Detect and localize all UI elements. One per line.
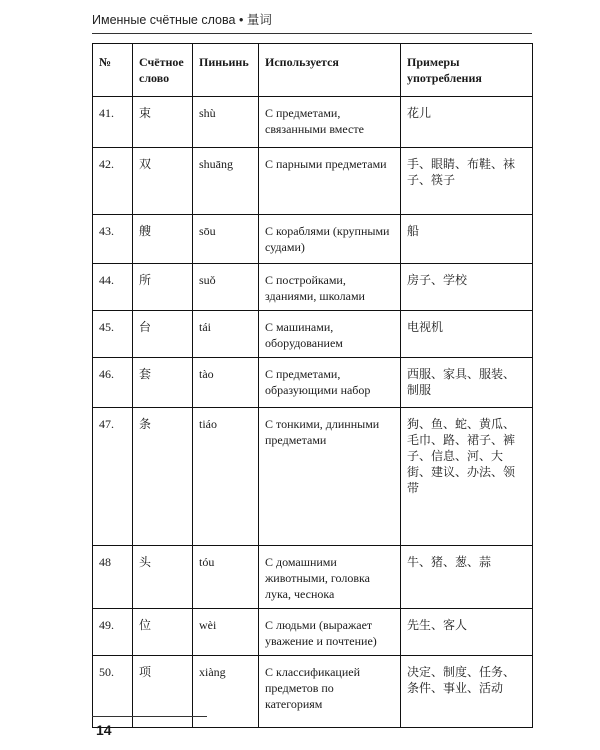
measure-word: 位 — [133, 609, 193, 656]
usage: С предметами, связанными вместе — [259, 97, 401, 148]
measure-word: 双 — [133, 148, 193, 215]
column-header-number: № — [93, 44, 133, 97]
row-number: 46. — [93, 358, 133, 408]
row-number: 43. — [93, 215, 133, 264]
usage: С домашними животными, головка лука, чеснока — [259, 546, 401, 609]
usage: С тонкими, длинными предметами — [259, 408, 401, 546]
examples: 花儿 — [401, 97, 533, 148]
usage: С кораблями (крупными судами) — [259, 215, 401, 264]
header-rule — [92, 33, 532, 34]
measure-word: 所 — [133, 264, 193, 311]
column-header-usage: Используется — [259, 44, 401, 97]
pinyin: sōu — [193, 215, 259, 264]
header-title: Именные счётные слова — [92, 13, 236, 27]
measure-word: 头 — [133, 546, 193, 609]
examples: 决定、制度、任务、条件、事业、活动 — [401, 656, 533, 728]
table-row — [93, 311, 533, 358]
table-row — [93, 546, 533, 609]
row-number: 42. — [93, 148, 133, 215]
pinyin: shù — [193, 97, 259, 148]
header-bullet: • — [238, 13, 244, 27]
pinyin: wèi — [193, 609, 259, 656]
table-header-row — [93, 44, 533, 97]
examples: 狗、鱼、蛇、黄瓜、毛巾、路、裙子、裤子、信息、河、大街、建议、办法、领带 — [401, 408, 533, 546]
measure-word: 条 — [133, 408, 193, 546]
measure-word: 套 — [133, 358, 193, 408]
usage: С парными предметами — [259, 148, 401, 215]
column-header-measure-word: Счётное слово — [133, 44, 193, 97]
usage: С машинами, оборудованием — [259, 311, 401, 358]
pinyin: tiáo — [193, 408, 259, 546]
pinyin: tái — [193, 311, 259, 358]
pinyin: shuāng — [193, 148, 259, 215]
usage: С предметами, образующими набор — [259, 358, 401, 408]
row-number: 44. — [93, 264, 133, 311]
table-row — [93, 264, 533, 311]
measure-word: 艘 — [133, 215, 193, 264]
usage: С классификацией предметов по категориям — [259, 656, 401, 728]
table-row — [93, 97, 533, 148]
row-number: 41. — [93, 97, 133, 148]
table-row — [93, 609, 533, 656]
table-row — [93, 215, 533, 264]
page-number: 14 — [96, 722, 112, 738]
table-row — [93, 358, 533, 408]
examples: 先生、客人 — [401, 609, 533, 656]
column-header-pinyin: Пиньинь — [193, 44, 259, 97]
row-number: 47. — [93, 408, 133, 546]
examples: 牛、猪、葱、蒜 — [401, 546, 533, 609]
row-number: 50. — [93, 656, 133, 728]
column-header-examples: Примеры употребления — [401, 44, 533, 97]
pinyin: suǒ — [193, 264, 259, 311]
examples: 手、眼睛、布鞋、袜子、筷子 — [401, 148, 533, 215]
measure-words-table — [92, 43, 533, 728]
footer-rule — [92, 716, 207, 717]
row-number: 48 — [93, 546, 133, 609]
running-header — [92, 10, 512, 32]
usage: С людьми (выражает уважение и почтение) — [259, 609, 401, 656]
examples: 房子、学校 — [401, 264, 533, 311]
table-row — [93, 148, 533, 215]
usage: С постройками, зданиями, школами — [259, 264, 401, 311]
pinyin: tào — [193, 358, 259, 408]
examples: 西服、家具、服装、制服 — [401, 358, 533, 408]
table-row — [93, 408, 533, 546]
examples: 船 — [401, 215, 533, 264]
pinyin: xiàng — [193, 656, 259, 728]
pinyin: tóu — [193, 546, 259, 609]
measure-word: 台 — [133, 311, 193, 358]
examples: 电视机 — [401, 311, 533, 358]
row-number: 49. — [93, 609, 133, 656]
header-chinese-title: 量词 — [246, 13, 272, 27]
row-number: 45. — [93, 311, 133, 358]
measure-word: 项 — [133, 656, 193, 728]
measure-word: 束 — [133, 97, 193, 148]
